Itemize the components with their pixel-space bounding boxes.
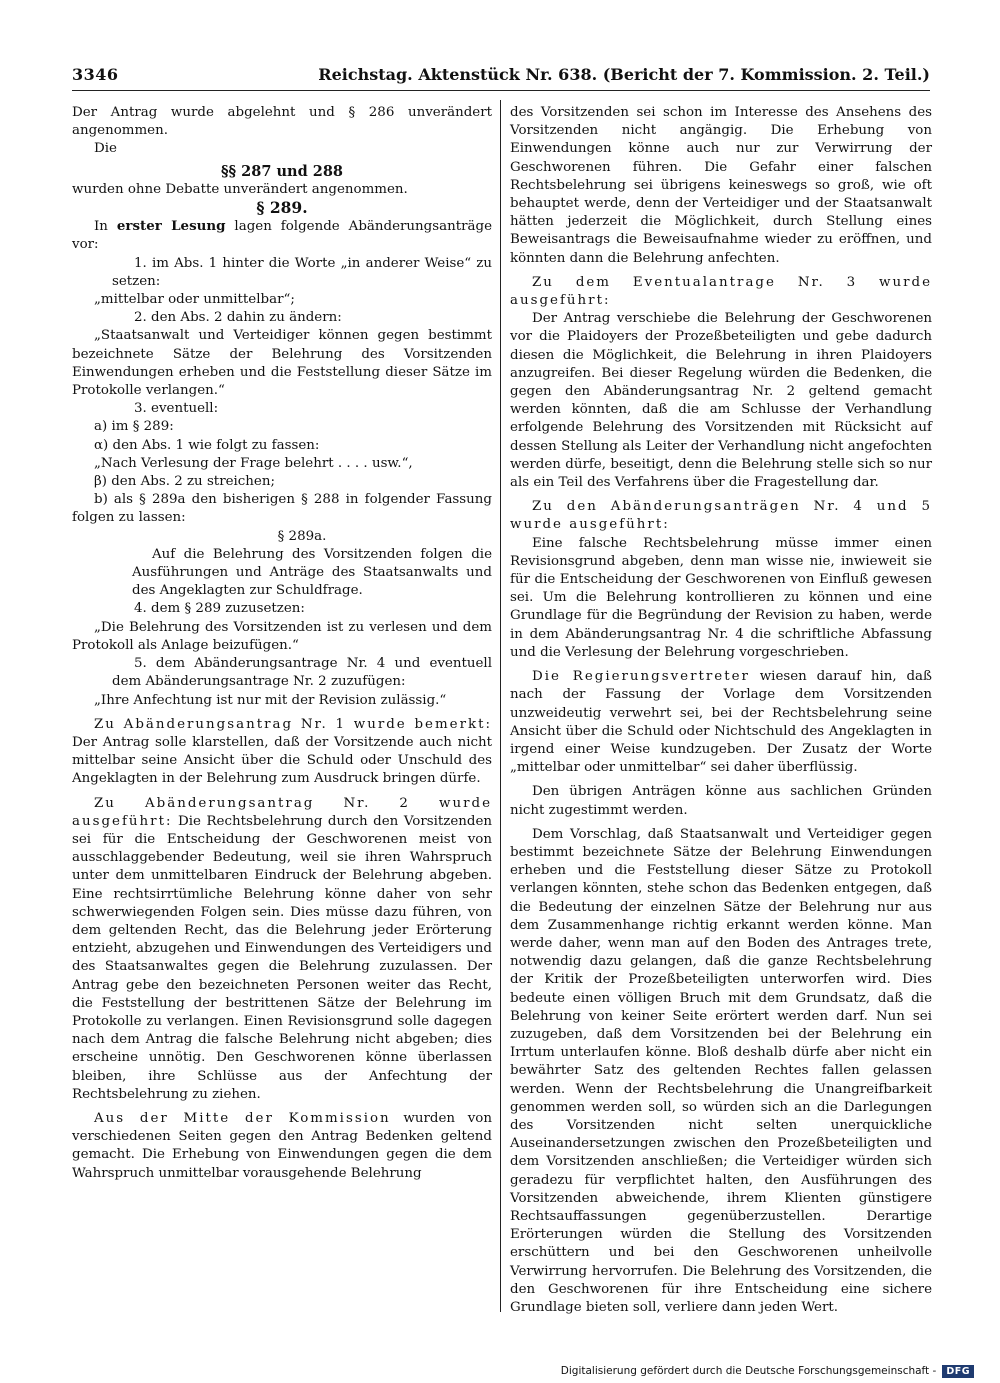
paragraph: Dem Vorschlag, daß Staatsanwalt und Verteidiger gegen bestimmt bezeichnete Sätze der Belehrung Einwendungen erheben und die Feststellung dieser Sätze zu Protokoll verlangen könnten, stehe schon das Bedenken entgegen, daß die Bedeutung der einzelnen Sätze der Belehrung nur aus dem Zusammenhange richtig erkannt werden könne. Man werde daher, wenn man auf den Boden des Antrages trete, notwendig dazu gelangen, daß die ganze Rechtsbelehrung der Kritik der Prozeßbeteiligten unterworfen wird. Dies bedeute einen völligen Bruch mit dem Grundsatz, daß die Belehrung von keiner Seite erörtert werden darf. Nun sei zuzugeben, daß dem Vorsitzenden bei der Belehrung ein Irrtum unterlaufen könne. Bloß deshalb dürfe aber nicht ein bewährter Satz des geltenden Rechtes fallen gelassen werden. Wenn der Rechtsbelehrung die Unangreifbarkeit genommen werden soll, so würden sich an die Darlegungen des Vorsitzenden nicht selten unerquickliche Auseinandersetzungen zwischen den Prozeßbeteiligten und dem Vorsitzenden anschließen; die Verteidiger würden sich geradezu für verpflichtet halten, den Ausführungen des Vorsitzenden abweichende, ihrem Klienten günstigere Rechtsauffassungen gegenüberzustellen. Derartige Erörterungen würden die Stellung des Vorsitzenden erschüttern und bei den Geschworenen unheilvolle Verwirrung hervorrufen. Die Belehrung des Vorsitzenden, die den Geschworenen für ihre Entscheidung eine sichere Grundlage bieten soll, verliere dann jeden Wert. — [510, 826, 932, 1315]
list-item: a) im § 289: — [94, 419, 174, 435]
quotation: „Ihre Anfechtung ist nur mit der Revision zulässig.“ — [94, 692, 447, 708]
list-item: b) als § 289a den bisherigen § 288 in folgender Fassung folgen zu lassen: — [72, 492, 492, 526]
running-title: Reichstag. Aktenstück Nr. 638. (Bericht der 7. Kommission. 2. Teil.) — [318, 64, 930, 84]
paragraph: wurden ohne Debatte unverändert angenommen. — [72, 181, 408, 197]
text-run: wiesen darauf hin, daß nach der Fassung der Vorlage dem Vorsitzenden unzweideutig verwehrt sei, bei der Rechtsbelehrung seine Ansicht über die Schuld oder Nichtschuld des Angeklagten in irgend einer Weise kundzugeben. Der Zusatz der Worte „mittelbar oder unmittelbar“ sei daher überflüssig. — [510, 669, 932, 776]
text-run: In — [94, 219, 117, 235]
list-item: α) den Abs. 1 wie folgt zu fassen: — [94, 437, 320, 453]
section-heading: §§ 287 und 288 — [220, 162, 344, 180]
digitization-credit — [561, 1363, 974, 1379]
list-item: 2. den Abs. 2 dahin zu ändern: — [134, 310, 342, 326]
text-run: wurden von verschiedenen Seiten gegen den Antrag Bedenken geltend gemacht. Die Erhebung von Einwendungen gegen die dem Wahrspruch unmittelbar vorausgehende Belehrung — [72, 1110, 492, 1181]
quotation: „Staatsanwalt und Verteidiger können gegen bestimmt bezeichnete Sätze der Belehrung des Vorsitzenden Einwendungen erheben und die Feststellung dieser Sätze im Protokolle verlangen.“ — [72, 328, 492, 399]
left-column — [72, 104, 492, 1183]
list-item: 4. dem § 289 zuzusetzen: — [134, 601, 305, 617]
list-item: 1. im Abs. 1 hinter die Worte „in anderer Weise“ zu setzen: — [112, 255, 492, 289]
header-rule — [72, 90, 930, 91]
paragraph — [72, 217, 492, 254]
paragraph — [72, 795, 492, 1104]
spaced-lead: Aus der Mitte der Kommission — [94, 1110, 391, 1126]
credit-text: Digitalisierung gefördert durch die Deutsche Forschungsgemeinschaft - — [560, 1365, 937, 1377]
paragraph: Den übrigen Anträgen könne aus sachlichen Gründen nicht zugestimmt werden. — [510, 784, 932, 818]
paragraph-heading: Zu dem Eventualantrage Nr. 3 wurde ausgeführt: — [510, 274, 932, 309]
text-run: Die Rechtsbelehrung durch den Vorsitzenden sei für die Entscheidung der Geschworenen meist von ausschlaggebender Bedeutung, weil sie ihren Wahrspruch unter dem unmittelbaren Eindruck der Belehrung abgeben. Eine rechtsirrtümliche Belehrung könne daher von sehr schwerwiegenden Folgen sein. Dies müsse dazu führen, von dem geltenden Recht, das die Belehrung jeder Erörterung entzieht, abzugehen und Einwendungen des Verteidigers und des Staatsanwaltes gegen die Belehrung zuzulassen. Der Antrag gebe den bezeichneten Personen weiter das Recht, die Feststellung der bestrittenen Sätze der Belehrung im Protokolle zu verlangen. Einen Revisionsgrund solle dagegen nach dem Antrag die falsche Belehrung nicht abgeben; dies erscheine unnötig. Den Geschworenen könne überlassen bleiben, ihre Schlüsse aus der Anfechtung der Rechtsbelehrung zu ziehen. — [72, 813, 492, 1102]
paragraph: Die — [94, 141, 117, 157]
list-item: β) den Abs. 2 zu streichen; — [94, 474, 275, 490]
spaced-lead: Zu Abänderungsantrag Nr. 2 wurde ausgeführt: — [72, 795, 492, 829]
paragraph: Eine falsche Rechtsbelehrung müsse immer einen Revisionsgrund abgeben, denn man wisse nie, inwieweit sie für die Entscheidung der Geschworenen von Einfluß gewesen sei. Um die Belehrung kontrollieren zu können und eine Grundlage für die Begründung der Revision zu haben, werde in dem Abänderungsantrag Nr. 4 die schriftliche Abfassung und die Verlesung der Belehrung vorgeschrieben. — [510, 535, 932, 660]
paragraph — [72, 716, 492, 789]
list-item: 5. dem Abänderungsantrage Nr. 4 und eventuell dem Abänderungsantrage Nr. 2 zuzufügen: — [112, 656, 492, 690]
section-heading: § 289. — [256, 198, 308, 218]
quotation: „Nach Verlesung der Frage belehrt . . . . usw.“, — [94, 455, 413, 471]
dfg-logo-icon: DFG — [942, 1365, 974, 1378]
quotation: „mittelbar oder unmittelbar“; — [94, 292, 295, 308]
paragraph: Der Antrag wurde abgelehnt und § 286 unverändert angenommen. — [72, 105, 492, 139]
text-run: Der Antrag solle klarstellen, daß der Vorsitzende auch nicht mittelbar seine Ansicht über die Schuld oder Unschuld des Angeklagten in der Belehrung zum Ausdruck bringen dürfe. — [72, 734, 492, 787]
page-header — [72, 60, 930, 88]
paragraph — [510, 668, 932, 777]
paragraph: Der Antrag verschiebe die Belehrung der Geschworenen vor die Plaidoyers der Prozeßbeteiligten und gebe dadurch diesen die Möglichkeit, die Belehrung in ihren Plaidoyers anzugreifen. Bei dieser Regelung würden die Bedenken, die gegen den Abänderungsantrag Nr. 2 geltend gemacht werden könnten, daß die am Schlusse der Verhandlung erfolgende Belehrung des Vorsitzenden mit Rücksicht auf dessen Stellung als Leiter der Verhandlung nicht angefochten werden dürfe, beseitigt, denn die Belehrung stelle sich so nur als ein Teil des Verfahrens über die Fragestellung dar. — [510, 311, 932, 491]
spaced-lead: Zu Abänderungsantrag Nr. 1 wurde bemerkt: — [94, 716, 492, 732]
column-divider — [500, 100, 501, 1312]
quotation: Auf die Belehrung des Vorsitzenden folgen die Ausführungen und Anträge des Staatsanwalts und des Angeklagten zur Schuldfrage. — [132, 546, 492, 599]
subsection-heading: § 289a. — [277, 528, 327, 544]
right-column — [510, 104, 932, 1317]
spaced-lead: Die Regierungsvertreter — [532, 669, 750, 685]
list-item: 3. eventuell: — [134, 401, 219, 417]
paragraph — [72, 1110, 492, 1183]
emphasis: erster Lesung — [116, 218, 226, 235]
paragraph-heading: Zu den Abänderungsanträgen Nr. 4 und 5 wurde ausgeführt: — [510, 499, 932, 533]
text-run: lagen folgende Abänderungsanträge vor: — [72, 219, 492, 253]
page-number: 3346 — [72, 64, 119, 84]
quotation: „Die Belehrung des Vorsitzenden ist zu verlesen und dem Protokoll als Anlage beizufügen.“ — [72, 619, 492, 653]
paragraph: des Vorsitzenden sei schon im Interesse des Ansehens des Vorsitzenden nicht angängig. Die Erhebung von Einwendungen könne auch nur zur Verwirrung der Geschworenen führen. Die Gefahr einer falschen Rechtsbelehrung sei übrigens keineswegs so groß, wie oft behauptet werde, denn der Verteidiger und der Staatsanwalt hätten jederzeit die Möglichkeit, durch Stellung eines Beweisantrags die Beweisaufnahme wieder zu eröffnen, und könnten dann die Belehrung anfechten. — [510, 105, 932, 266]
